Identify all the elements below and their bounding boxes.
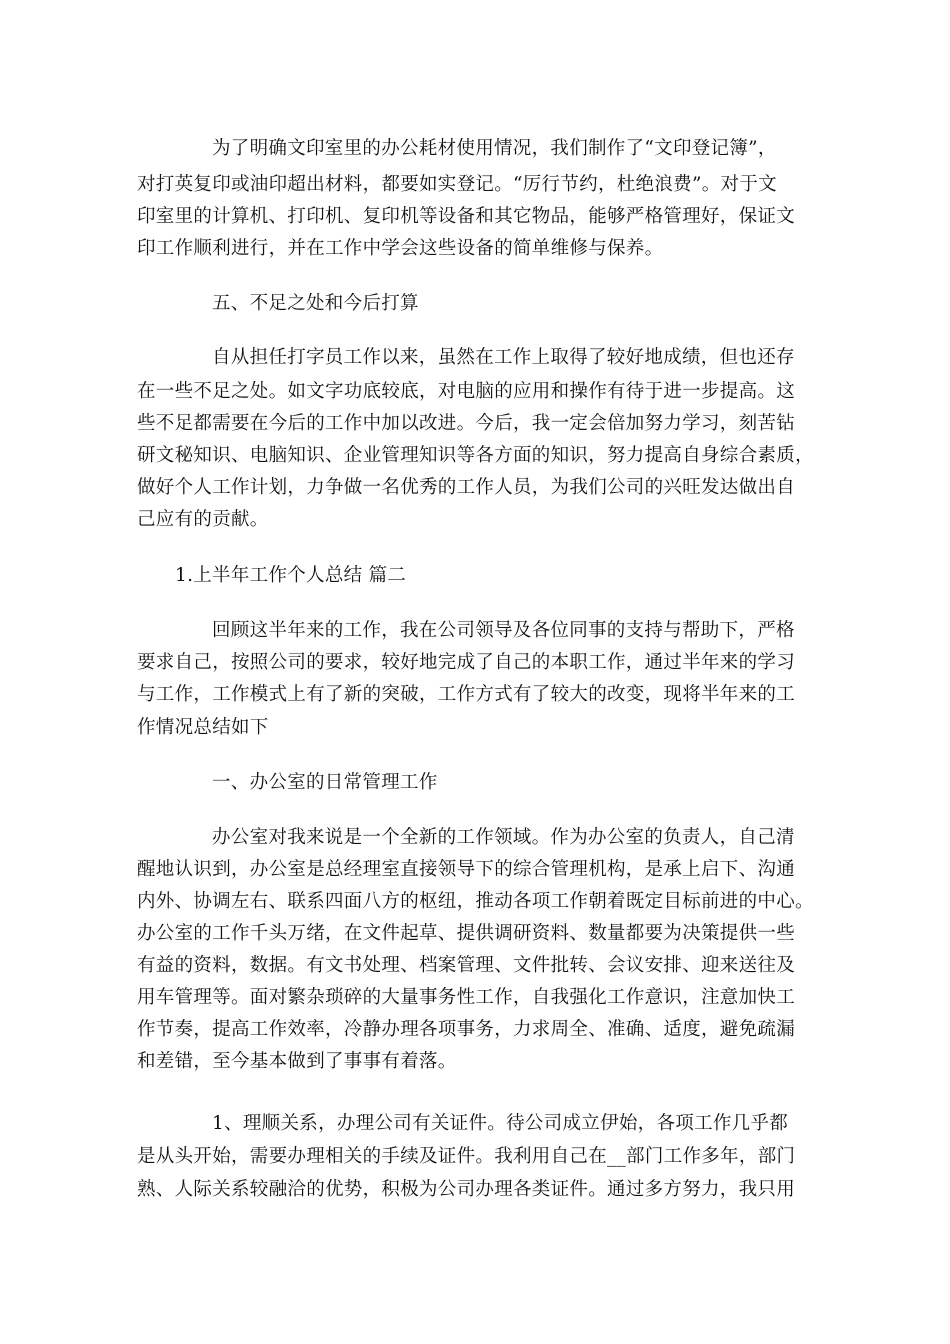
paragraph-line: 与工作，工作模式上有了新的突破，工作方式有了较大的改变，现将半年来的工 bbox=[137, 684, 796, 705]
paragraph-line: 办公室对我来说是一个全新的工作领域。作为办公室的负责人，自己清 bbox=[212, 827, 795, 848]
paragraph-line: 办公室的工作千头万绪，在文件起草、提供调研资料、数量都要为决策提供一些 bbox=[137, 923, 796, 944]
paragraph-line: 己应有的贡献。 bbox=[137, 509, 269, 530]
paragraph-line: 是从头开始，需要办理相关的手续及证件。我利用自己在__部门工作多年，部门 bbox=[137, 1146, 796, 1167]
section-heading: 五、不足之处和今后打算 bbox=[212, 293, 419, 314]
paragraph-line: 研文秘知识、电脑知识、企业管理知识等各方面的知识，努力提高自身综合素质， bbox=[137, 445, 814, 466]
section-heading: 一、办公室的日常管理工作 bbox=[212, 772, 438, 793]
paragraph-line: 做好个人工作计划，力争做一名优秀的工作人员，为我们公司的兴旺发达做出自 bbox=[137, 477, 796, 498]
paragraph-line: 有益的资料，数据。有文书处理、档案管理、文件批转、会议安排、迎来送往及 bbox=[137, 955, 796, 976]
paragraph-line: 为了明确文印室里的办公耗材使用情况，我们制作了“文印登记簿”， bbox=[212, 138, 777, 159]
chapter-heading: 1.上半年工作个人总结 篇二 bbox=[175, 565, 407, 586]
paragraph-line: 对打英复印或油印超出材料，都要如实登记。“厉行节约，杜绝浪费”。对于文 bbox=[137, 174, 777, 195]
paragraph-line: 和差错，至今基本做到了事事有着落。 bbox=[137, 1051, 457, 1072]
paragraph-line: 1、理顺关系，办理公司有关证件。待公司成立伊始，各项工作几乎都 bbox=[212, 1113, 789, 1134]
paragraph-line: 在一些不足之处。如文字功底较底，对电脑的应用和操作有待于进一步提高。这 bbox=[137, 381, 796, 402]
paragraph-line: 些不足都需要在今后的工作中加以改进。今后，我一定会倍加努力学习，刻苦钻 bbox=[137, 413, 796, 434]
paragraph-line: 熟、人际关系较融洽的优势，积极为公司办理各类证件。通过多方努力，我只用 bbox=[137, 1179, 796, 1200]
paragraph-line: 印工作顺利进行，并在工作中学会这些设备的简单维修与保养。 bbox=[137, 238, 664, 259]
paragraph-line: 醒地认识到，办公室是总经理室直接领导下的综合管理机构，是承上启下、沟通 bbox=[137, 859, 796, 880]
paragraph-line: 作情况总结如下 bbox=[137, 717, 269, 738]
paragraph-line: 要求自己，按照公司的要求，较好地完成了自己的本职工作，通过半年来的学习 bbox=[137, 652, 796, 673]
paragraph-line: 用车管理等。面对繁杂琐碎的大量事务性工作，自我强化工作意识，注意加快工 bbox=[137, 987, 796, 1008]
paragraph-line: 内外、协调左右、联系四面八方的枢纽，推动各项工作朝着既定目标前进的中心。 bbox=[137, 891, 814, 912]
paragraph-line: 回顾这半年来的工作，我在公司领导及各位同事的支持与帮助下，严格 bbox=[212, 620, 795, 641]
paragraph-line: 自从担任打字员工作以来，虽然在工作上取得了较好地成绩，但也还存 bbox=[212, 347, 795, 368]
paragraph-line: 作节奏，提高工作效率，冷静办理各项事务，力求周全、准确、适度，避免疏漏 bbox=[137, 1019, 796, 1040]
paragraph-line: 印室里的计算机、打印机、复印机等设备和其它物品，能够严格管理好，保证文 bbox=[137, 206, 796, 227]
